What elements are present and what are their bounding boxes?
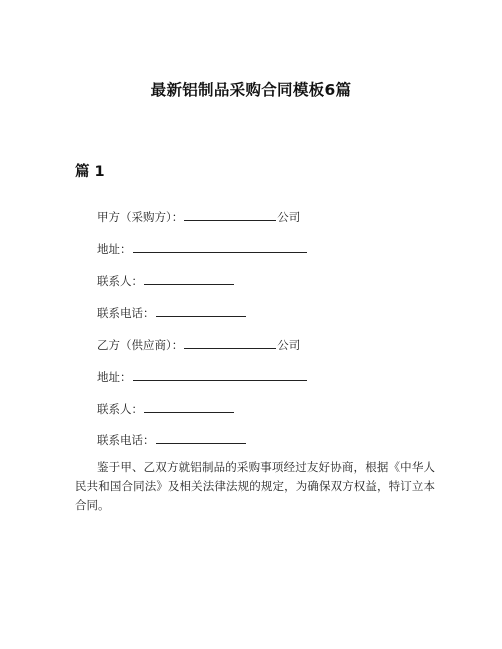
fill-blank <box>144 272 234 285</box>
party-a-name-line <box>97 208 300 225</box>
party-b-contact-line <box>97 400 235 417</box>
party-b-name-line <box>97 336 300 353</box>
fill-blank <box>144 400 234 413</box>
field-label: 联系人： <box>97 274 143 288</box>
field-label: 甲方（采购方）： <box>97 210 184 224</box>
fill-blank <box>156 304 246 317</box>
field-suffix: 公司 <box>277 210 301 224</box>
fill-blank <box>133 240 307 253</box>
fill-blank <box>156 431 246 444</box>
party-a-phone-line <box>97 304 247 321</box>
field-label: 联系电话： <box>97 306 155 320</box>
party-b-phone-line <box>97 431 247 448</box>
field-label: 地址： <box>97 370 132 384</box>
preamble-paragraph: 鉴于甲、乙双方就铝制品的采购事项经过友好协商，根据《中华人民共和国合同法》及相关法律法规的规定，为确保双方权益，特订立本合同。 <box>75 460 435 512</box>
section-heading: 篇 1 <box>75 164 105 180</box>
fill-blank <box>184 208 276 221</box>
field-label: 地址： <box>97 242 132 256</box>
fill-blank <box>133 368 307 381</box>
party-b-address-line <box>97 368 308 385</box>
party-a-address-line <box>97 240 308 257</box>
fill-blank <box>184 336 276 349</box>
document-title: 最新铝制品采购合同模板6篇 <box>150 81 352 99</box>
field-suffix: 公司 <box>277 338 301 352</box>
field-label: 联系电话： <box>97 433 155 447</box>
field-label: 联系人： <box>97 402 143 416</box>
field-label: 乙方（供应商）： <box>97 338 184 352</box>
party-a-contact-line <box>97 272 235 289</box>
